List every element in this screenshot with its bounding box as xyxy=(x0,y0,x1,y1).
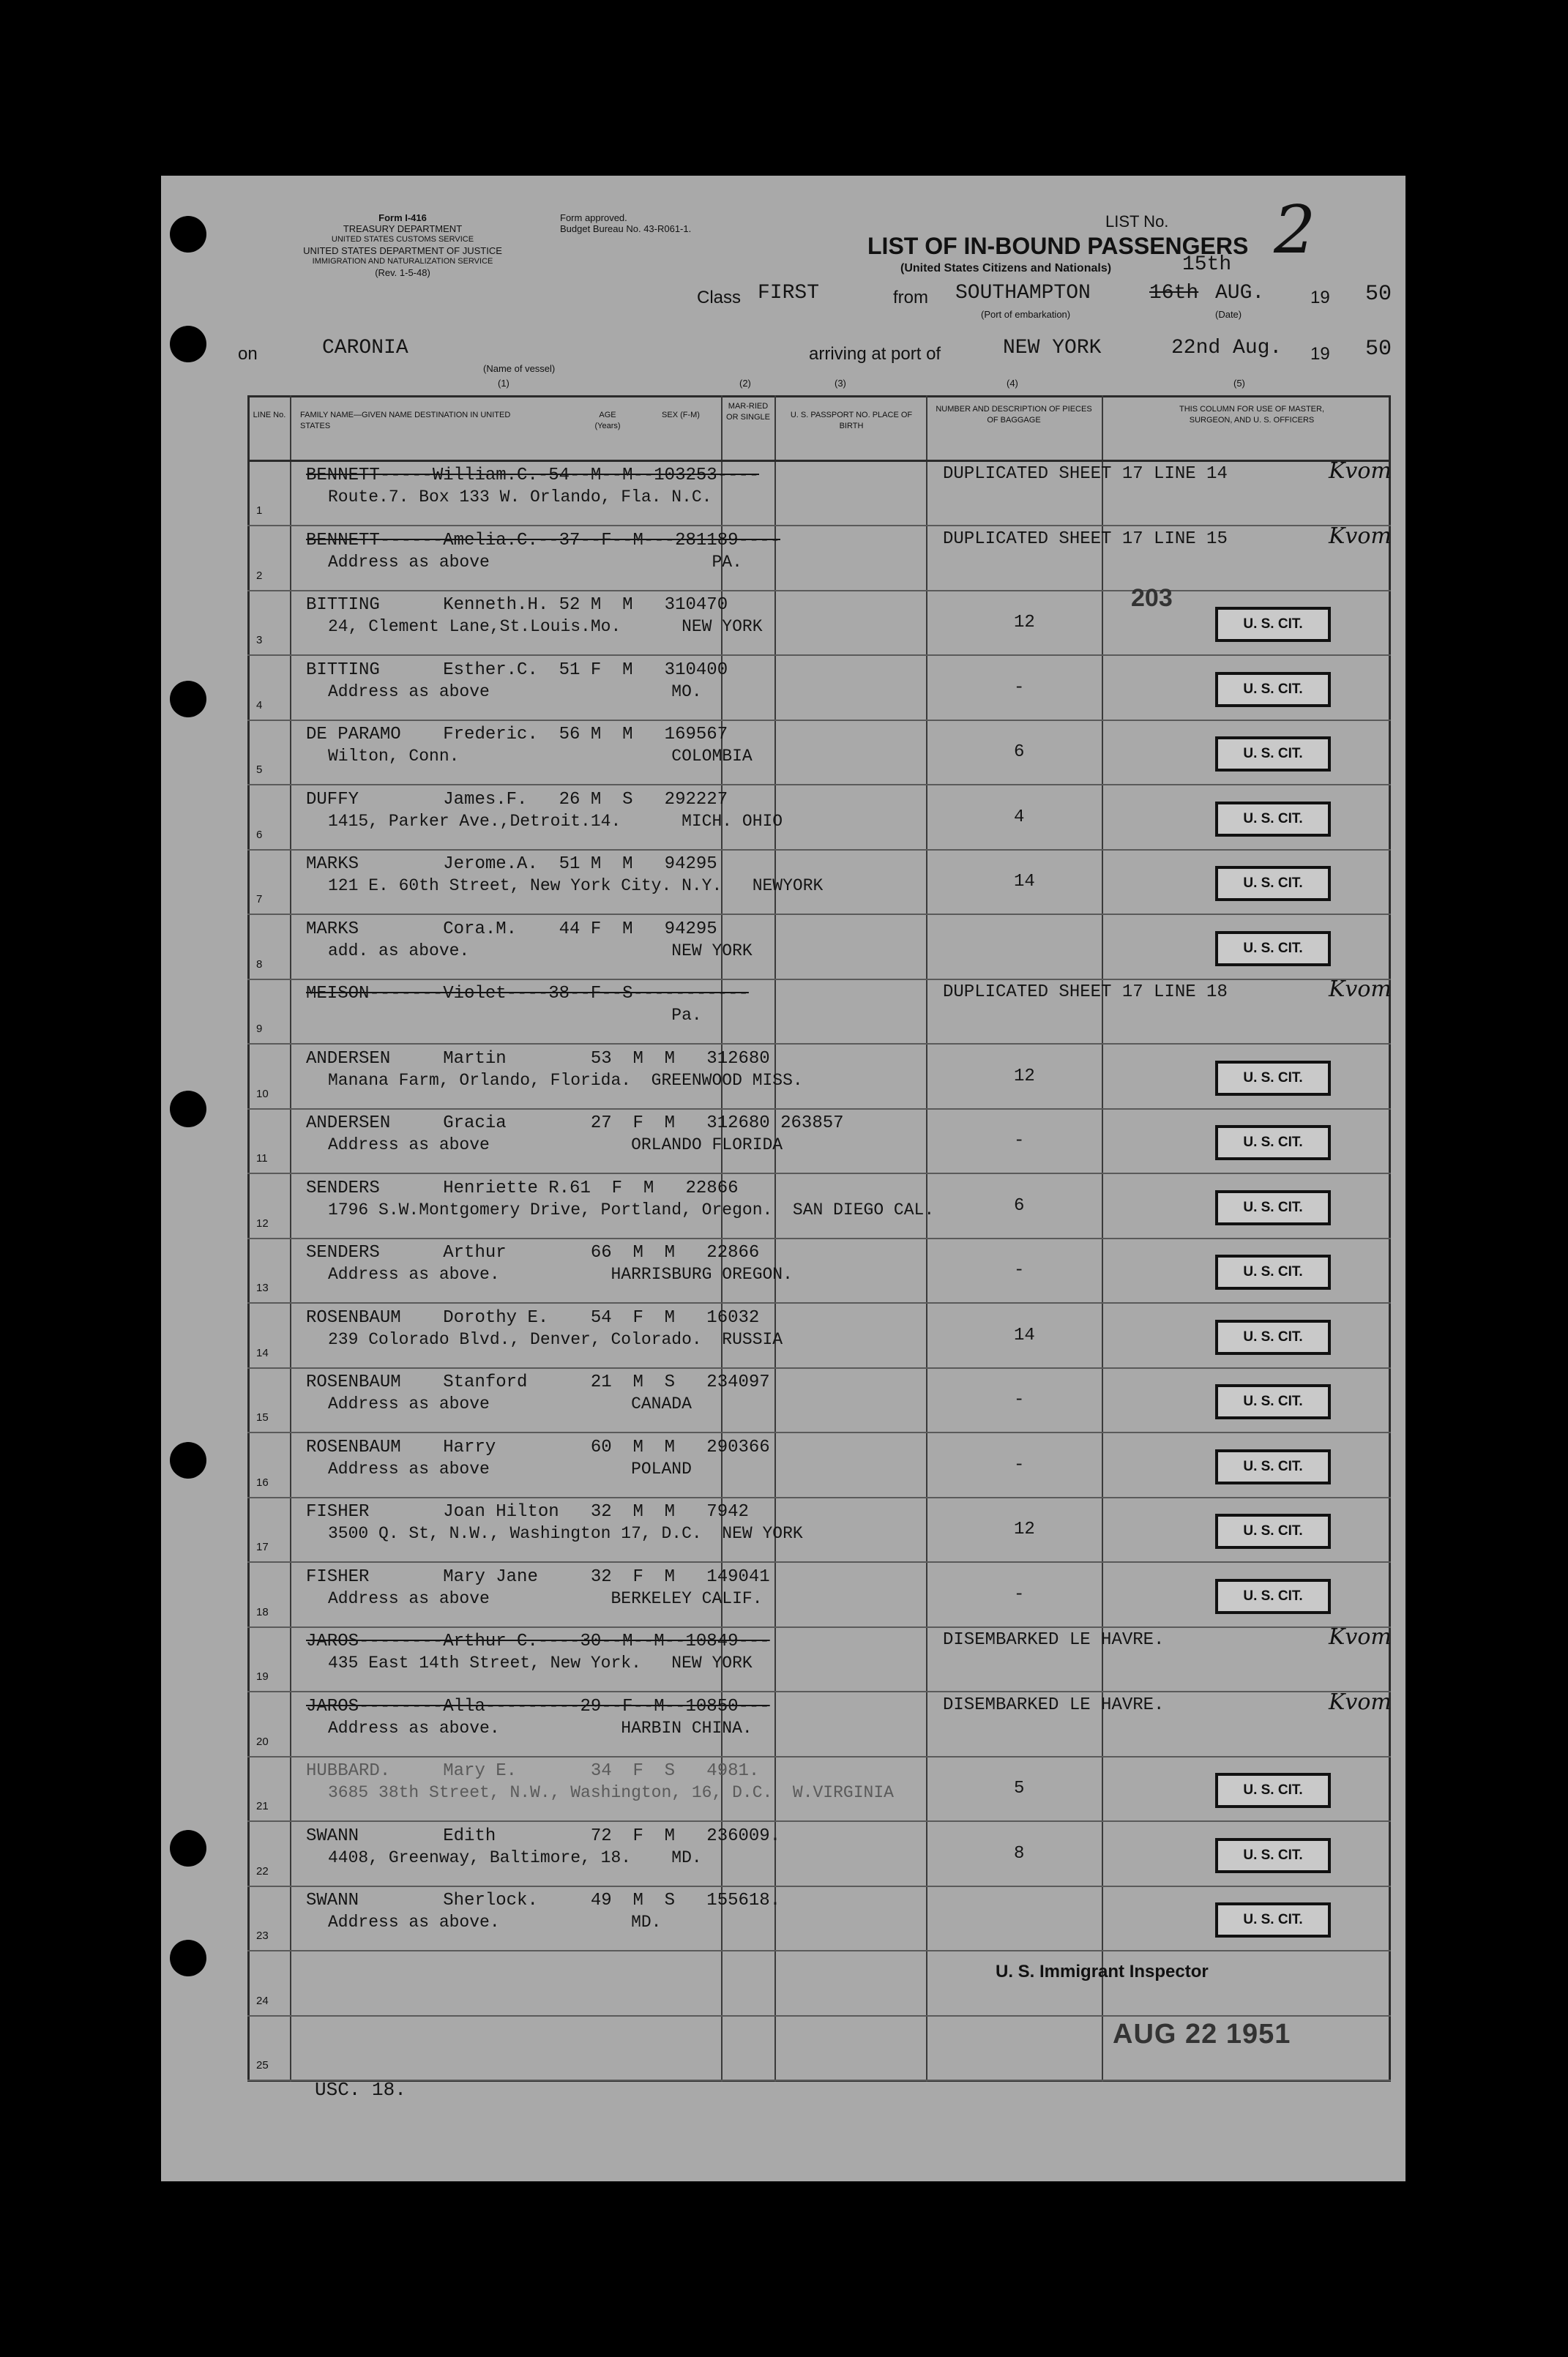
date-struck: 16th xyxy=(1149,282,1199,305)
line-number: 6 xyxy=(256,828,263,841)
year-1: 50 xyxy=(1365,282,1392,307)
form-number: Form I-416 xyxy=(378,212,427,223)
header-officers: THIS COLUMN FOR USE OF MASTER, SURGEON, AND U. S. OFFICERS xyxy=(1179,405,1324,425)
baggage-entry: - xyxy=(1014,1455,1025,1475)
passenger-line-1: MEISON-------Violet----38--F--S----------- xyxy=(306,984,749,1004)
table-row xyxy=(0,1951,1568,2017)
passenger-line-1: JAROS--------Alla---------29--F--M--10850--- xyxy=(306,1697,770,1717)
baggage-entry: - xyxy=(1014,678,1025,698)
line-number: 5 xyxy=(256,763,263,776)
passenger-line-2: Address as above. MD. xyxy=(328,1913,662,1932)
baggage-entry: 14 xyxy=(1014,1326,1035,1345)
baggage-entry: DISEMBARKED LE HAVRE. xyxy=(943,1695,1165,1715)
line-number: 20 xyxy=(256,1735,269,1748)
date-month: AUG. xyxy=(1215,282,1265,305)
passenger-line-1: JAROS--------Arthur C.----30--M--M--10849--- xyxy=(306,1632,770,1651)
form-approved: Form approved. xyxy=(560,212,627,223)
us-citizen-stamp: U. S. CIT. xyxy=(1215,1061,1331,1096)
us-citizen-stamp: U. S. CIT. xyxy=(1215,1514,1331,1549)
list-subtitle: (United States Citizens and Nationals) xyxy=(900,262,1112,274)
table-row xyxy=(0,458,1568,526)
line-number: 11 xyxy=(256,1151,268,1165)
passenger-line-2: Address as above BERKELEY CALIF. xyxy=(328,1589,763,1608)
table-row xyxy=(0,976,1568,1045)
baggage-entry: 12 xyxy=(1014,613,1035,632)
baggage-entry: DUPLICATED SHEET 17 LINE 14 xyxy=(943,464,1228,484)
passenger-line-2: Address as above PA. xyxy=(328,553,742,572)
date-stamp: AUG 22 1951 xyxy=(1113,2019,1291,2050)
inspector-initials: Kvom xyxy=(1329,976,1392,1002)
passenger-line-1: BITTING Esther.C. 51 F M 310400 xyxy=(306,660,728,680)
budget-bureau: Budget Bureau No. 43-R061-1. xyxy=(560,223,692,234)
baggage-entry: DUPLICATED SHEET 17 LINE 18 xyxy=(943,982,1228,1002)
passenger-line-2: Address as above POLAND xyxy=(328,1460,692,1479)
passenger-line-2: 435 East 14th Street, New York. NEW YORK xyxy=(328,1654,753,1673)
us-citizen-stamp: U. S. CIT. xyxy=(1215,1320,1331,1355)
date-caption: (Date) xyxy=(1215,309,1242,320)
class-value: FIRST xyxy=(758,282,820,305)
us-citizen-stamp: U. S. CIT. xyxy=(1215,1384,1331,1419)
passenger-line-1: ROSENBAUM Stanford 21 M S 234097 xyxy=(306,1372,770,1392)
list-title: LIST OF IN-BOUND PASSENGERS xyxy=(867,233,1249,259)
header-passport: U. S. PASSPORT NO. PLACE OF BIRTH xyxy=(790,411,913,430)
passenger-line-2: Address as above CANADA xyxy=(328,1394,692,1413)
passenger-line-1: DUFFY James.F. 26 M S 292227 xyxy=(306,790,728,810)
colnum-3: (3) xyxy=(835,378,846,389)
passenger-line-1: HUBBARD. Mary E. 34 F S 4981. xyxy=(306,1761,760,1781)
us-citizen-stamp: U. S. CIT. xyxy=(1215,802,1331,837)
table-row xyxy=(0,2016,1568,2081)
table-row xyxy=(0,1304,1568,1369)
table-row xyxy=(0,1045,1568,1110)
baggage-entry: 8 xyxy=(1014,1844,1025,1864)
year-prefix-2: 19 xyxy=(1310,344,1330,364)
passenger-line-1: DE PARAMO Frederic. 56 M M 169567 xyxy=(306,725,728,744)
passenger-line-1: MARKS Cora.M. 44 F M 94295 xyxy=(306,919,717,939)
baggage-entry: - xyxy=(1014,1131,1025,1151)
baggage-entry: 4 xyxy=(1014,807,1025,827)
table-row xyxy=(0,1563,1568,1628)
line-number: 16 xyxy=(256,1476,269,1489)
table-row xyxy=(0,1109,1568,1174)
us-citizen-stamp: U. S. CIT. xyxy=(1215,1255,1331,1290)
customs-service: UNITED STATES CUSTOMS SERVICE xyxy=(331,235,474,244)
header-line: LINE No. xyxy=(253,411,286,419)
table-row xyxy=(0,1822,1568,1887)
inspector-label: U. S. Immigrant Inspector xyxy=(996,1962,1209,1981)
class-label: Class xyxy=(697,288,742,307)
from-label: from xyxy=(893,288,928,307)
line-number: 24 xyxy=(256,1994,269,2007)
port-embark-caption: (Port of embarkation) xyxy=(981,309,1071,320)
passenger-line-1: BENNETT-----William.C.-54--M--M--103253---- xyxy=(306,466,760,485)
table-row xyxy=(0,1239,1568,1304)
passenger-line-2: add. as above. NEW YORK xyxy=(328,941,753,960)
passenger-line-1: SENDERS Henriette R.61 F M 22866 xyxy=(306,1178,739,1198)
passenger-line-2: Route.7. Box 133 W. Orlando, Fla. N.C. xyxy=(328,488,712,507)
row-divider xyxy=(247,2080,1391,2081)
line-number: 23 xyxy=(256,1929,269,1942)
line-number: 18 xyxy=(256,1605,269,1618)
table-row xyxy=(0,656,1568,721)
baggage-entry: 6 xyxy=(1014,742,1025,762)
table-row xyxy=(0,1433,1568,1498)
passenger-line-1: MARKS Jerome.A. 51 M M 94295 xyxy=(306,854,717,874)
table-row xyxy=(0,1368,1568,1433)
table-row xyxy=(0,1886,1568,1951)
us-citizen-stamp: U. S. CIT. xyxy=(1215,866,1331,901)
baggage-entry: 6 xyxy=(1014,1196,1025,1216)
colnum-1: (1) xyxy=(498,378,509,389)
colnum-2: (2) xyxy=(739,378,751,389)
passenger-line-2: Address as above. HARRISBURG OREGON. xyxy=(328,1265,793,1284)
line-number: 22 xyxy=(256,1864,269,1878)
arrival-date: 22nd Aug. xyxy=(1171,337,1283,359)
ins-service: IMMIGRATION AND NATURALIZATION SERVICE xyxy=(312,257,493,266)
passenger-line-2: 239 Colorado Blvd., Denver, Colorado. RUSSIA xyxy=(328,1330,783,1349)
baggage-entry: 5 xyxy=(1014,1779,1025,1798)
line-number: 17 xyxy=(256,1540,269,1553)
passenger-line-2: Address as above MO. xyxy=(328,682,702,701)
vessel-name: CARONIA xyxy=(322,337,408,359)
passenger-line-2: Address as above. HARBIN CHINA. xyxy=(328,1719,753,1738)
list-number: 2 xyxy=(1274,192,1316,269)
us-citizen-stamp: U. S. CIT. xyxy=(1215,1838,1331,1873)
passenger-line-1: ROSENBAUM Dorothy E. 54 F M 16032 xyxy=(306,1308,760,1328)
line-number: 8 xyxy=(256,957,263,971)
passenger-line-1: SWANN Sherlock. 49 M S 155618. xyxy=(306,1891,781,1910)
passenger-line-1: FISHER Joan Hilton 32 M M 7942 xyxy=(306,1502,749,1522)
arrival-port: NEW YORK xyxy=(1003,337,1102,359)
us-citizen-stamp: U. S. CIT. xyxy=(1215,1773,1331,1808)
table-row xyxy=(0,1174,1568,1239)
us-citizen-stamp: U. S. CIT. xyxy=(1215,736,1331,772)
passenger-line-1: ROSENBAUM Harry 60 M M 290366 xyxy=(306,1438,770,1457)
us-citizen-stamp: U. S. CIT. xyxy=(1215,1449,1331,1484)
inspector-initials: Kvom xyxy=(1329,523,1392,549)
line-number: 21 xyxy=(256,1799,269,1812)
baggage-entry: 14 xyxy=(1014,872,1035,892)
table-row xyxy=(0,523,1568,591)
line-number: 12 xyxy=(256,1217,269,1230)
baggage-entry: - xyxy=(1014,1260,1025,1280)
us-citizen-stamp: U. S. CIT. xyxy=(1215,672,1331,707)
on-label: on xyxy=(238,344,258,364)
table-row xyxy=(0,720,1568,785)
line-number: 19 xyxy=(256,1670,269,1683)
line-number: 13 xyxy=(256,1281,269,1294)
passenger-line-2: 24, Clement Lane,St.Louis.Mo. NEW YORK xyxy=(328,617,763,636)
passenger-line-2: 1796 S.W.Montgomery Drive, Portland, Oregon. SAN DIEGO CAL. xyxy=(328,1200,935,1219)
passenger-line-2: 4408, Greenway, Baltimore, 18. MD. xyxy=(328,1848,702,1867)
table-row xyxy=(0,1498,1568,1563)
header-baggage: NUMBER AND DESCRIPTION OF PIECES OF BAGGAGE xyxy=(936,405,1092,425)
header-sex: SEX (F-M) xyxy=(662,411,700,419)
us-citizen-stamp: U. S. CIT. xyxy=(1215,607,1331,642)
line-number: 2 xyxy=(256,569,263,582)
punch-hole xyxy=(170,216,206,253)
passenger-line-2: 121 E. 60th Street, New York City. N.Y. NEWYORK xyxy=(328,876,824,895)
header-name: FAMILY NAME—GIVEN NAME DESTINATION IN UNITED STATES xyxy=(300,411,511,430)
passenger-line-1: SENDERS Arthur 66 M M 22866 xyxy=(306,1243,760,1263)
baggage-entry: DISEMBARKED LE HAVRE. xyxy=(943,1630,1165,1650)
baggage-entry: - xyxy=(1014,1585,1025,1605)
vessel-caption: (Name of vessel) xyxy=(483,363,556,374)
inspector-initials: Kvom xyxy=(1329,458,1392,484)
us-citizen-stamp: U. S. CIT. xyxy=(1215,1579,1331,1614)
table-row xyxy=(0,1757,1568,1822)
arriving-label: arriving at port of xyxy=(809,344,941,364)
line-number: 9 xyxy=(256,1022,263,1035)
us-citizen-stamp: U. S. CIT. xyxy=(1215,931,1331,966)
table-row xyxy=(0,1624,1568,1692)
year-2: 50 xyxy=(1365,337,1392,362)
baggage-entry: 12 xyxy=(1014,1520,1035,1539)
passenger-line-2: Address as above ORLANDO FLORIDA xyxy=(328,1135,783,1154)
from-port: SOUTHAMPTON xyxy=(955,282,1091,305)
us-citizen-stamp: U. S. CIT. xyxy=(1215,1190,1331,1225)
table-row xyxy=(0,850,1568,915)
inspector-initials: Kvom xyxy=(1329,1624,1392,1650)
stamp-203: 203 xyxy=(1131,584,1173,612)
line-number: 10 xyxy=(256,1087,269,1100)
table-row xyxy=(0,915,1568,980)
colnum-4: (4) xyxy=(1007,378,1018,389)
passenger-line-1: ANDERSEN Martin 53 M M 312680 xyxy=(306,1049,770,1069)
passenger-line-2: Wilton, Conn. COLOMBIA xyxy=(328,747,753,766)
baggage-entry: DUPLICATED SHEET 17 LINE 15 xyxy=(943,529,1228,549)
line-number: 3 xyxy=(256,633,263,646)
table-row xyxy=(0,1689,1568,1758)
line-number: 4 xyxy=(256,698,263,711)
baggage-entry: - xyxy=(1014,1390,1025,1410)
passenger-line-1: BENNETT------Amelia.C.--37--F--M---281189---- xyxy=(306,531,781,550)
passenger-line-1: ANDERSEN Gracia 27 F M 312680 263857 xyxy=(306,1113,844,1133)
passenger-line-1: BITTING Kenneth.H. 52 M M 310470 xyxy=(306,595,728,615)
us-citizen-stamp: U. S. CIT. xyxy=(1215,1125,1331,1160)
us-citizen-stamp: U. S. CIT. xyxy=(1215,1902,1331,1938)
treasury-dept: TREASURY DEPARTMENT xyxy=(343,223,463,234)
passenger-line-1: SWANN Edith 72 F M 236009. xyxy=(306,1826,781,1846)
line-number: 15 xyxy=(256,1411,269,1424)
passenger-line-2: 3685 38th Street, N.W., Washington, 16, D.C. W.VIRGINIA xyxy=(328,1783,894,1802)
line-number: 1 xyxy=(256,504,263,517)
inspector-initials: Kvom xyxy=(1329,1689,1392,1715)
date-correction: 15th xyxy=(1182,253,1232,276)
passenger-line-2: Manana Farm, Orlando, Florida. GREENWOOD MISS. xyxy=(328,1071,803,1090)
passenger-line-2: 1415, Parker Ave.,Detroit.14. MICH. OHIO xyxy=(328,812,783,831)
form-revision: (Rev. 1-5-48) xyxy=(375,267,430,278)
punch-hole xyxy=(170,326,206,362)
line-number: 25 xyxy=(256,2058,269,2072)
list-no-label: LIST No. xyxy=(1105,212,1169,231)
passenger-line-2: Pa. xyxy=(328,1006,702,1025)
usc-note: USC. 18. xyxy=(315,2079,406,2101)
passenger-line-1: FISHER Mary Jane 32 F M 149041 xyxy=(306,1567,770,1587)
header-age: AGE (Years) xyxy=(594,411,621,430)
table-row xyxy=(0,785,1568,851)
justice-dept: UNITED STATES DEPARTMENT OF JUSTICE xyxy=(303,245,502,256)
baggage-entry: 12 xyxy=(1014,1067,1035,1086)
header-married: MAR-RIED OR SINGLE xyxy=(726,402,770,422)
passenger-line-2: 3500 Q. St, N.W., Washington 17, D.C. NEW YORK xyxy=(328,1524,803,1543)
table-row xyxy=(0,591,1568,656)
colnum-5: (5) xyxy=(1233,378,1245,389)
line-number: 14 xyxy=(256,1346,269,1359)
year-prefix-1: 19 xyxy=(1310,288,1330,307)
line-number: 7 xyxy=(256,892,263,905)
